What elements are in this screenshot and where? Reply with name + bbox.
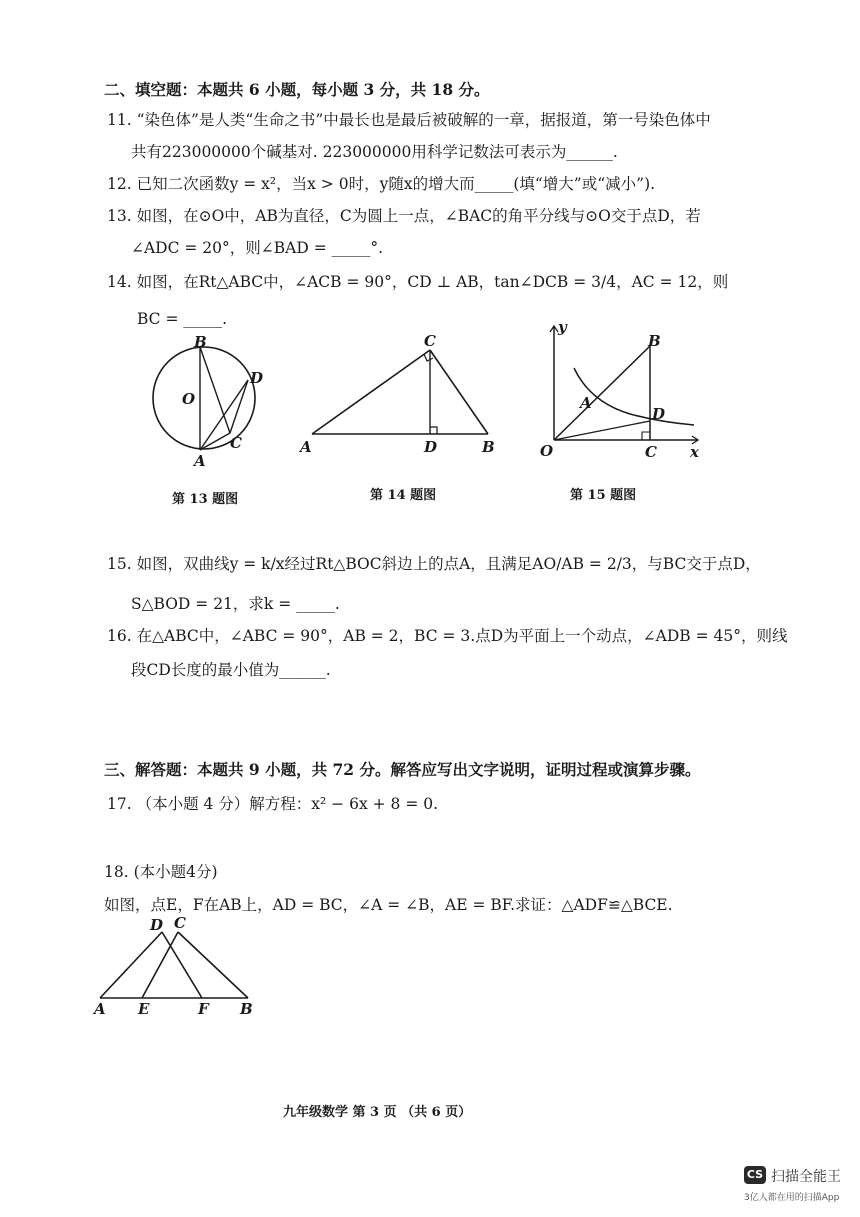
scanner-watermark — [744, 1166, 854, 1212]
q11-line1: 11. “染色体”是人类“生命之书”中最长也是最后被破解的一章，据报道，第一号染色体中 — [107, 111, 711, 129]
fig18-label-a: A — [94, 1000, 106, 1018]
fig15-caption: 第 15 题图 — [570, 488, 637, 503]
q16-line1: 16. 在△ABC中，∠ABC = 90°，AB = 2，BC = 3.点D为平面上一个动点，∠ADB = 45°，则线 — [107, 627, 788, 645]
scanner-logo-icon: CS — [744, 1166, 766, 1184]
fig18-label-d: D — [150, 916, 164, 934]
fig13-label-c: C — [230, 434, 242, 452]
fig15-label-d: D — [652, 405, 666, 423]
fig15-label-o: O — [540, 442, 554, 460]
q18-body: 如图，点E，F在AB上，AD = BC，∠A = ∠B，AE = BF.求证：△ADF≌△BCE. — [104, 896, 673, 914]
figure-14 — [296, 330, 506, 460]
fig14-caption: 第 14 题图 — [370, 488, 437, 503]
scanner-tagline: 3亿人都在用的扫描App — [744, 1193, 840, 1203]
figure-13 — [140, 330, 270, 470]
q16-line2: 段CD长度的最小值为______. — [131, 661, 331, 679]
fig13-label-d: D — [250, 369, 264, 387]
q17-text: 17. （本小题 4 分）解方程：x² − 6x + 8 = 0. — [107, 795, 439, 813]
figure-15 — [520, 318, 705, 463]
q13-line1: 13. 如图，在⊙O中，AB为直径，C为圆上一点，∠BAC的角平分线与⊙O交于点D，若 — [107, 207, 701, 225]
scanner-app-name: 扫描全能王 — [771, 1169, 841, 1185]
figure-18 — [90, 914, 260, 1024]
q18-title: 18. (本小题4分) — [104, 863, 218, 881]
fig18-label-f: F — [198, 1000, 209, 1018]
q11-line2: 共有223000000个碱基对. 223000000用科学记数法可表示为______. — [131, 143, 618, 161]
section3-heading: 三、解答题：本题共 9 小题，共 72 分。解答应写出文字说明，证明过程或演算步骤。 — [104, 760, 701, 779]
fig14-label-a: A — [300, 438, 312, 456]
q12-text: 12. 已知二次函数y = x²，当x > 0时，y随x的增大而_____(填“增大”或“减小”). — [107, 175, 656, 193]
fig15-label-a: A — [580, 394, 592, 412]
q15-line1: 15. 如图，双曲线y = k/x经过Rt△BOC斜边上的点A，且满足AO/AB = 2/3，与BC交于点D， — [107, 555, 761, 573]
fig13-caption: 第 13 题图 — [172, 492, 239, 507]
fig15-label-c: C — [645, 443, 657, 461]
q13-line2: ∠ADC = 20°，则∠BAD = _____°. — [131, 239, 384, 257]
page-footer: 九年级数学 第 3 页 （共 6 页） — [283, 1105, 472, 1120]
fig13-label-b: B — [194, 333, 207, 351]
fig14-label-b: B — [482, 438, 495, 456]
q14-line2: BC = _____. — [137, 310, 228, 328]
fig15-label-x: x — [690, 443, 699, 461]
fig13-label-o: O — [182, 390, 196, 408]
fig18-label-b: B — [240, 1000, 253, 1018]
fig14-label-c: C — [424, 332, 436, 350]
fig14-label-d: D — [424, 438, 438, 456]
fig18-label-e: E — [138, 1000, 150, 1018]
fig13-label-a: A — [194, 452, 206, 470]
q15-line2: S△BOD = 21，求k = _____. — [131, 595, 340, 613]
fig15-label-b: B — [648, 332, 661, 350]
fig18-label-c: C — [174, 914, 186, 932]
fig15-label-y: y — [558, 318, 567, 336]
q14-line1: 14. 如图，在Rt△ABC中，∠ACB = 90°，CD ⊥ AB，tan∠DCB = 3/4，AC = 12，则 — [107, 273, 729, 291]
section2-heading: 二、填空题：本题共 6 小题，每小题 3 分，共 18 分。 — [104, 80, 490, 99]
